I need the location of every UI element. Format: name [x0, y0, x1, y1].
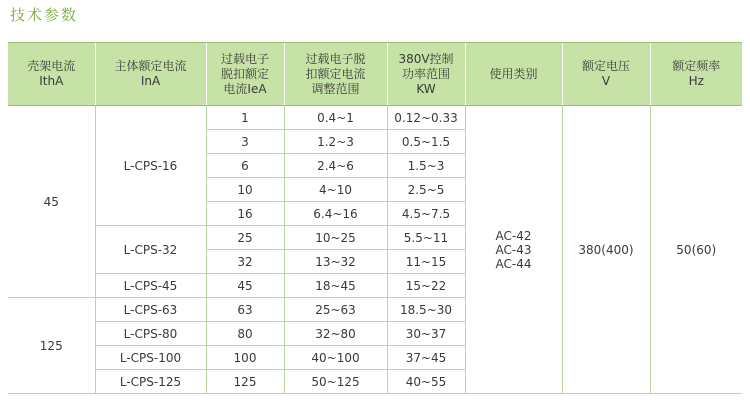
control-power-cell: 40~55 — [387, 370, 465, 394]
main-current-cell: L-CPS-16 — [95, 106, 206, 226]
control-power-cell: 0.12~0.33 — [387, 106, 465, 130]
adjust-range-cell: 4~10 — [284, 178, 387, 202]
table-row — [8, 106, 742, 130]
main-current-cell: L-CPS-80 — [95, 322, 206, 346]
header-adjust-range: 过载电子脱 扣额定电流 调整范围 — [284, 43, 387, 106]
control-power-cell: 0.5~1.5 — [387, 130, 465, 154]
frame-current-cell: 125 — [8, 298, 95, 394]
main-current-cell: L-CPS-45 — [95, 274, 206, 298]
header-row — [8, 43, 742, 106]
trip-current-cell: 25 — [206, 226, 284, 250]
adjust-range-cell: 6.4~16 — [284, 202, 387, 226]
control-power-cell: 4.5~7.5 — [387, 202, 465, 226]
trip-current-cell: 125 — [206, 370, 284, 394]
trip-current-cell: 32 — [206, 250, 284, 274]
adjust-range-cell: 25~63 — [284, 298, 387, 322]
adjust-range-cell: 40~100 — [284, 346, 387, 370]
spec-table — [8, 42, 742, 394]
usage-category-item: AC-43 — [495, 242, 532, 257]
trip-current-cell: 16 — [206, 202, 284, 226]
trip-current-cell: 63 — [206, 298, 284, 322]
main-current-cell: L-CPS-63 — [95, 298, 206, 322]
header-rated-frequency: 额定频率 Hz — [650, 43, 742, 106]
main-current-cell: L-CPS-32 — [95, 226, 206, 274]
control-power-cell: 37~45 — [387, 346, 465, 370]
adjust-range-cell: 2.4~6 — [284, 154, 387, 178]
adjust-range-cell: 0.4~1 — [284, 106, 387, 130]
header-rated-voltage: 额定电压 V — [562, 43, 650, 106]
header-trip-current: 过载电子 脱扣额定 电流IeA — [206, 43, 284, 106]
main-current-cell: L-CPS-125 — [95, 370, 206, 394]
trip-current-cell: 45 — [206, 274, 284, 298]
rated-voltage-cell: 380(400) — [562, 106, 650, 394]
usage-category-cell — [465, 106, 562, 394]
usage-category-item: AC-42 — [495, 228, 532, 243]
usage-category-item: AC-44 — [495, 256, 532, 271]
header-control-power: 380V控制 功率范围 KW — [387, 43, 465, 106]
trip-current-cell: 1 — [206, 106, 284, 130]
control-power-cell: 1.5~3 — [387, 154, 465, 178]
header-main-current: 主体额定电流 InA — [95, 43, 206, 106]
adjust-range-cell: 18~45 — [284, 274, 387, 298]
adjust-range-cell: 1.2~3 — [284, 130, 387, 154]
control-power-cell: 18.5~30 — [387, 298, 465, 322]
frame-current-cell: 45 — [8, 106, 95, 298]
control-power-cell: 15~22 — [387, 274, 465, 298]
main-current-cell: L-CPS-100 — [95, 346, 206, 370]
control-power-cell: 30~37 — [387, 322, 465, 346]
header-usage-category: 使用类别 — [465, 43, 562, 106]
rated-frequency-cell: 50(60) — [650, 106, 742, 394]
adjust-range-cell: 50~125 — [284, 370, 387, 394]
trip-current-cell: 10 — [206, 178, 284, 202]
trip-current-cell: 3 — [206, 130, 284, 154]
trip-current-cell: 6 — [206, 154, 284, 178]
trip-current-cell: 100 — [206, 346, 284, 370]
control-power-cell: 5.5~11 — [387, 226, 465, 250]
control-power-cell: 2.5~5 — [387, 178, 465, 202]
control-power-cell: 11~15 — [387, 250, 465, 274]
adjust-range-cell: 32~80 — [284, 322, 387, 346]
section-title: 技术参数 — [10, 6, 79, 24]
adjust-range-cell: 10~25 — [284, 226, 387, 250]
trip-current-cell: 80 — [206, 322, 284, 346]
adjust-range-cell: 13~32 — [284, 250, 387, 274]
header-frame-current: 壳架电流 IthA — [8, 43, 95, 106]
